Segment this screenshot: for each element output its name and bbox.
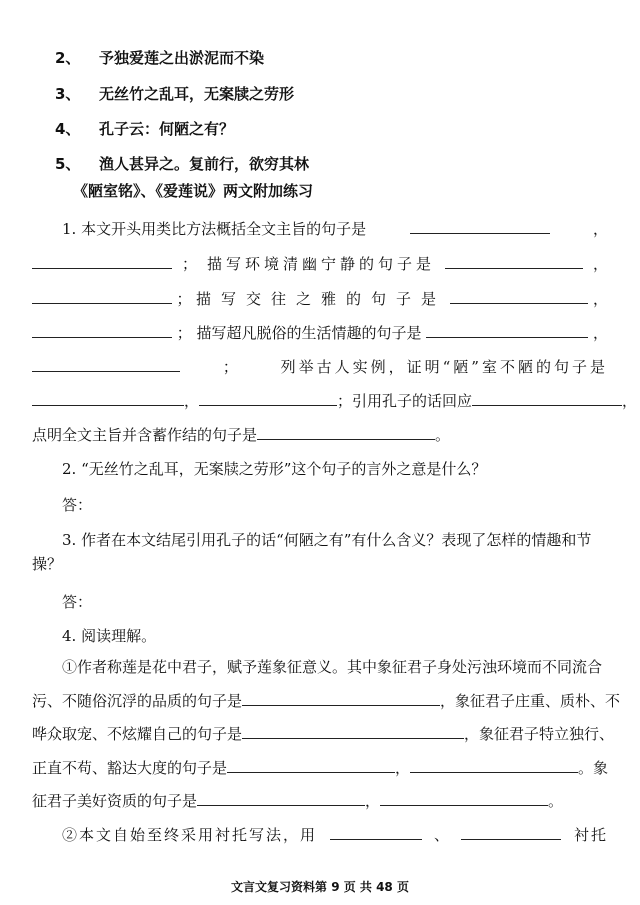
item-text: 无丝竹之乱耳，无案牍之劳形 <box>99 85 295 103</box>
punctuation: ， <box>592 290 608 308</box>
answer-blank[interactable] <box>32 287 172 304</box>
item-number: 2、 <box>55 49 81 67</box>
section-title: 《陋室铭》、《爱莲说》两文附加练习 <box>73 182 314 200</box>
answer-item-5 <box>55 153 309 175</box>
q4-prompt: ，象征君子特立独行、 <box>464 725 615 743</box>
item-number: 3、 <box>55 85 81 103</box>
punctuation: ， <box>592 255 608 273</box>
q1-prompt: 描写超凡脱俗的生活情趣的句子是 <box>196 324 422 342</box>
q3-answer-label: 答： <box>62 593 93 611</box>
q1-prompt: 描写交往之雅的句子是 <box>195 290 446 308</box>
answer-blank[interactable] <box>330 823 422 840</box>
q1-line-1 <box>62 217 608 239</box>
q4-prompt: ②本文自始至终采用衬托写法，用 <box>62 826 318 844</box>
q2-answer-label: 答： <box>62 496 93 514</box>
answer-blank[interactable] <box>410 756 578 773</box>
q1-prompt: 引用孔子的话回应 <box>352 392 473 410</box>
item-number: 5、 <box>55 155 81 173</box>
punctuation: ； <box>337 392 353 410</box>
punctuation: ， <box>395 759 411 777</box>
answer-blank[interactable] <box>32 355 180 372</box>
answer-blank[interactable] <box>472 389 622 406</box>
item-text: 予独爱莲之出淤泥而不染 <box>99 49 265 67</box>
q3-question-line-2: 操？ <box>32 555 63 573</box>
q1-prompt: 列举古人实例，证明“陋”室不陋的句子是 <box>280 358 608 376</box>
answer-blank[interactable] <box>461 823 561 840</box>
q4-prompt: 征君子美好资质的句子是 <box>32 792 198 810</box>
q1-prompt: 1. 本文开头用类比方法概括全文主旨的句子是 <box>62 220 367 238</box>
q4-p1-line-2 <box>32 689 621 711</box>
q4-prompt: 。象 <box>578 759 609 777</box>
answer-blank[interactable] <box>242 722 464 739</box>
q4-p1-line-1: ①作者称莲是花中君子，赋予莲象征意义。其中象征君子身处污浊环境而不同流合 <box>62 658 603 676</box>
answer-blank[interactable] <box>32 389 184 406</box>
answer-blank[interactable] <box>227 756 395 773</box>
page-footer: 文言文复习资料第 9 页 共 48 页 <box>231 880 409 894</box>
q4-prompt: 哗众取宠、不炫耀自己的句子是 <box>32 725 243 743</box>
q4-prompt: ，象征君子庄重、质朴、不 <box>440 692 621 710</box>
q1-line-5 <box>32 355 608 377</box>
answer-blank[interactable] <box>445 252 583 269</box>
q1-prompt: 描写环境清幽宁静的句子是 <box>206 255 435 273</box>
punctuation: 。 <box>548 792 564 810</box>
q3-question-line-1: 3. 作者在本文结尾引用孔子的话“何陋之有”有什么含义？表现了怎样的情趣和节 <box>62 531 592 549</box>
answer-item-2 <box>55 47 264 69</box>
q1-line-4 <box>32 321 608 343</box>
answer-blank[interactable] <box>380 789 548 806</box>
answer-item-3 <box>55 83 294 105</box>
answer-blank[interactable] <box>242 689 440 706</box>
q4-p1-line-4 <box>32 756 608 778</box>
punctuation: ； <box>181 255 197 273</box>
item-text: 孔子云：何陋之有？ <box>99 120 235 138</box>
answer-blank[interactable] <box>197 789 365 806</box>
q4-prompt: 正直不苟、豁达大度的句子是 <box>32 759 228 777</box>
punctuation: ， <box>365 792 381 810</box>
punctuation: 。 <box>435 426 451 444</box>
q1-line-7 <box>32 423 608 445</box>
q1-line-3 <box>32 287 608 309</box>
q4-prompt: 衬托 <box>573 826 608 844</box>
q4-prompt: 污、不随俗沉浮的品质的句子是 <box>32 692 243 710</box>
q2-question: 2. “无丝竹之乱耳，无案牍之劳形”这个句子的言外之意是什么？ <box>62 460 487 478</box>
q4-p2-line-1 <box>62 823 608 845</box>
q4-p1-line-3 <box>32 722 615 744</box>
answer-blank[interactable] <box>32 321 172 338</box>
punctuation: ， <box>592 220 608 238</box>
punctuation: ， <box>592 324 608 342</box>
punctuation: ， <box>622 392 638 410</box>
q1-prompt: 点明全文主旨并含蓄作结的句子是 <box>32 426 258 444</box>
answer-item-4 <box>55 118 234 140</box>
item-number: 4、 <box>55 120 81 138</box>
answer-blank[interactable] <box>410 217 550 234</box>
punctuation: ； <box>176 324 192 342</box>
item-text: 渔人甚异之。复前行，欲穷其林 <box>99 155 310 173</box>
q1-line-6 <box>32 389 638 411</box>
answer-blank[interactable] <box>257 423 435 440</box>
answer-blank[interactable] <box>199 389 337 406</box>
punctuation: 、 <box>433 826 449 844</box>
answer-blank[interactable] <box>450 287 588 304</box>
q1-line-2 <box>32 252 608 274</box>
punctuation: ； <box>222 358 238 376</box>
q4-title: 4. 阅读理解。 <box>62 627 157 645</box>
punctuation: ； <box>176 290 192 308</box>
punctuation: ， <box>184 392 200 410</box>
q4-p1-line-5 <box>32 789 608 811</box>
answer-blank[interactable] <box>32 252 172 269</box>
answer-blank[interactable] <box>426 321 588 338</box>
